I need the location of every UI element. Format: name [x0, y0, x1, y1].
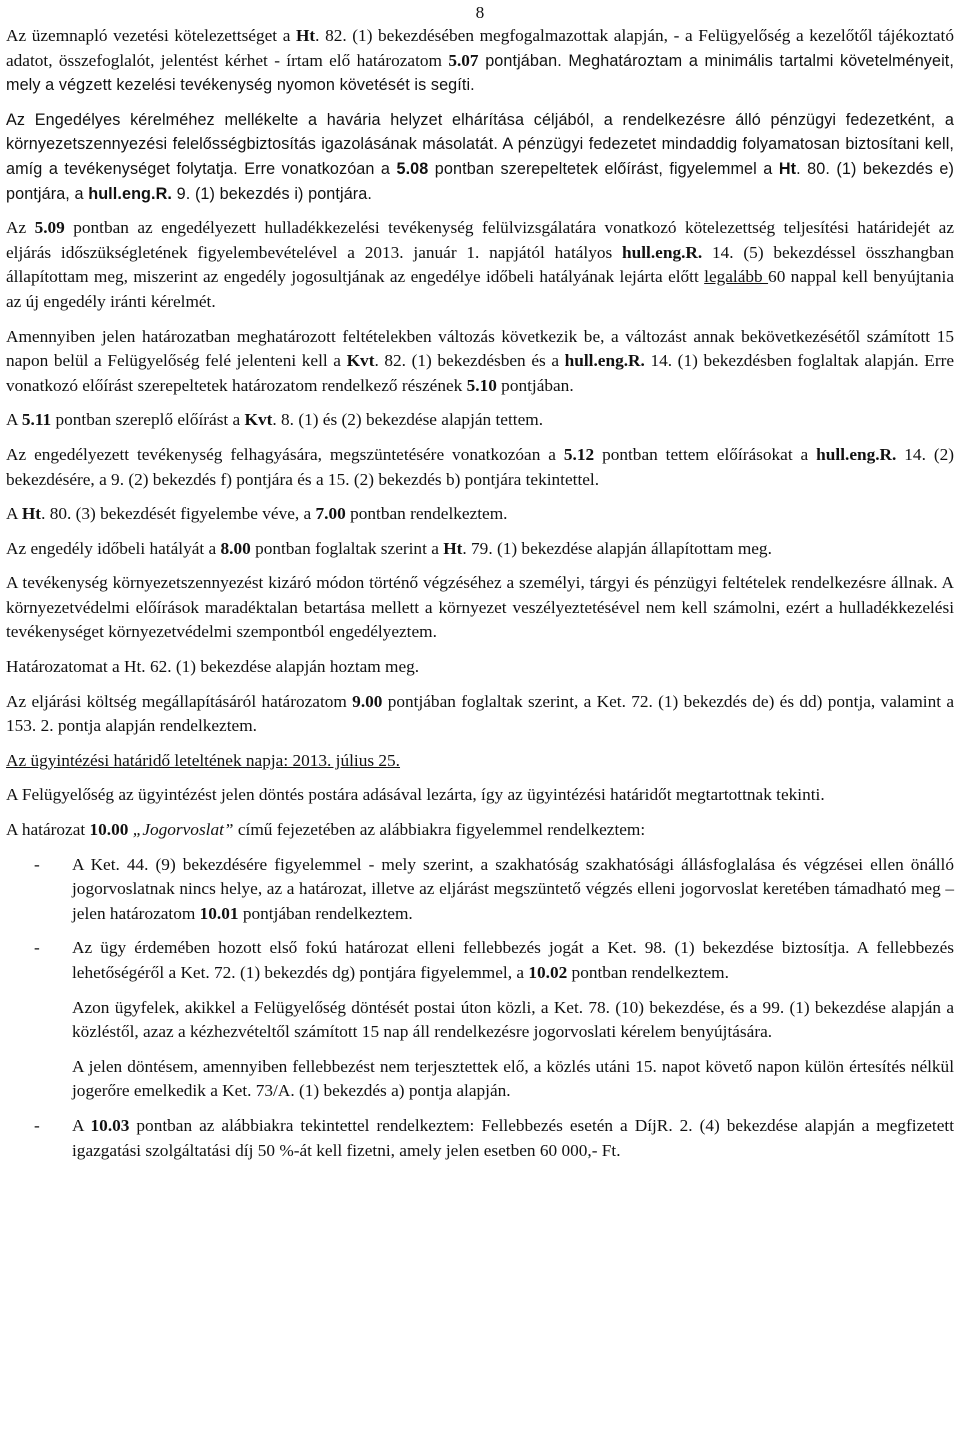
list-item-text: A Ket. 44. (9) bekezdésére figyelemmel - mely szerint, a szakhatóság szakhatósági állásfoglalása és végzései ellen önálló jogorvoslatnak nincs helye, az a határozat, illetve az eljárást megszüntető végzés elleni jogorvoslat keretében támadható meg – jelen határozatom 10.01 pontjában rendelkeztem.: [72, 854, 954, 923]
paragraph-change-notification: Amennyiben jelen határozatban meghatározott feltételekben változás következik be, a változást annak bekövetkezésétől számított 15 napon belül a Felügyelőség felé jelenteni kell a Kvt. 82. (1) bekezdésben és a hull.eng.R. 14. (1) bekezdésben foglaltak alapján. Erre vonatkozó előírást szerepeltetek határozatom rendelkező részének 5.10 pontjában.: [6, 326, 954, 395]
list-item-subparagraph: Azon ügyfelek, akikkel a Felügyelőség döntését postai úton közli, a Ket. 78. (10) bekezdése, és a 99. (1) bekezdése alapján a közléstől, azaz a kézhezvételtől számított 15 nap áll rendelkezésre jogorvoslati kérelem benyújtására.: [72, 997, 954, 1042]
paragraph-deadline-date: Az ügyintézési határidő leteltének napja: 2013. július 25.: [6, 750, 401, 770]
paragraph-7-00: A Ht. 80. (3) bekezdését figyelembe véve, a 7.00 pontban rendelkeztem.: [6, 504, 508, 524]
list-dash: -: [34, 854, 40, 874]
list-item: [6, 936, 954, 985]
paragraph-remedy-intro: A határozat 10.00 „Jogorvoslat” című fejezetében az alábbiakra figyelemmel rendelkeztem:: [6, 820, 646, 840]
list-dash: -: [34, 938, 40, 958]
list-item: [6, 1114, 954, 1163]
page-number: 8: [475, 3, 485, 22]
paragraph-validity: Az engedély időbeli hatályát a 8.00 pontban foglaltak szerint a Ht. 79. (1) bekezdése alapján állapítottam meg.: [6, 538, 772, 558]
list-dash: -: [34, 1115, 40, 1135]
paragraph-conditions: A tevékenység környezetszennyezést kizáró módon történő végzéséhez a személyi, tárgyi és pénzügyi feltételek rendelkezésre állnak. A környezetvédelmi előírások maradéktalan betartása mellett a környezet veszélyeztetésével nem kell számolni, ezért a hulladékkezelési tevékenységet környezetvédelmi szempontból engedélyeztem.: [6, 573, 954, 642]
list-item-text: A 10.03 pontban az alábbiakra tekintettel rendelkeztem: Fellebbezés esetén a DíjR. 2. (4) bekezdése alapján a megfizetett igazgatási szolgáltatási díj 50 %-át kell fizetni, amely jelen esetben 60 000,- Ft.: [72, 1115, 954, 1160]
list-item-subparagraph: A jelen döntésem, amennyiben fellebbezést nem terjesztettek elő, a közlés utáni 15. napot követő napon külön értesítés nélkül jogerőre emelkedik a Ket. 73/A. (1) bekezdés a) pontja alapján.: [72, 1056, 954, 1101]
paragraph-deadline-kept: A Felügyelőség az ügyintézést jelen döntés postára adásával lezárta, így az ügyintézési határidőt megtartottnak tekinti.: [6, 785, 825, 805]
paragraph-legal-basis: Határozatomat a Ht. 62. (1) bekezdése alapján hoztam meg.: [6, 657, 420, 677]
paragraph-review-deadline: Az 5.09 pontban az engedélyezett hulladékkezelési tevékenység felülvizsgálatára vonatkozó kötelezettség teljesítési határidejét az eljárás időszükségletének figyelembevételével a 2013. január 1. napjától hatályos hull.eng.R. 14. (5) bekezdéssel összhangban állapítottam meg, miszerint az engedély jogosultjának az engedélye időbeli hatályának lejárta előtt legalább 60 nappal kell benyújtania az új engedély iránti kérelmét.: [6, 218, 954, 311]
paragraph-financial-guarantee: Az Engedélyes kérelméhez mellékelte a havária helyzet elhárítása céljából, a rendelkezésre álló pénzügyi fedezetként, a környezetszennyezési felelősségbiztosítás igazolásának másolatát. A pénzügyi fedezetet mindaddig folyamatosan biztosítani kell, amíg a tevékenységet folytatja. Erre vonatkozóan a 5.08 pontban szerepeltetek előírást, figyelemmel a Ht. 80. (1) bekezdés e) pontjára, a hull.eng.R. 9. (1) bekezdés i) pontjára.: [6, 110, 954, 203]
paragraph-procedure-cost: Az eljárási költség megállapításáról határozatom 9.00 pontjában foglaltak szerint, a Ket. 72. (1) bekezdés de) és dd) pontja, valamint a 153. 2. pontja alapján rendelkeztem.: [6, 691, 955, 736]
list-item-text: Az ügy érdemében hozott első fokú határozat elleni fellebbezés jogát a Ket. 98. (1) bekezdése biztosítja. A fellebbezés lehetőségéről a Ket. 72. (1) bekezdés dg) pontjára figyelemmel, a 10.02 pontban rendelkeztem.: [72, 938, 954, 982]
paragraph-operating-log: Az üzemnapló vezetési kötelezettséget a Ht. 82. (1) bekezdésében megfogalmazottak alapján, - a Felügyelőség a kezelőtől tájékoztató adatot, összefoglalót, jelentést kérhet - írtam elő határozatom 5.07 pontjában. Meghatároztam a minimális tartalmi követelményeit, mely a végzett kezelési tevékenység nyomon követését is segíti.: [6, 26, 954, 95]
list-item: [6, 853, 954, 927]
paragraph-5-11: A 5.11 pontban szereplő előírást a Kvt. 8. (1) és (2) bekezdése alapján tettem.: [6, 410, 544, 430]
paragraph-termination: Az engedélyezett tevékenység felhagyására, megszüntetésére vonatkozóan a 5.12 pontban tettem előírásokat a hull.eng.R. 14. (2) bekezdésére, a 9. (2) bekezdés f) pontjára és a 15. (2) bekezdés b) pontjára tekintettel.: [6, 444, 954, 489]
